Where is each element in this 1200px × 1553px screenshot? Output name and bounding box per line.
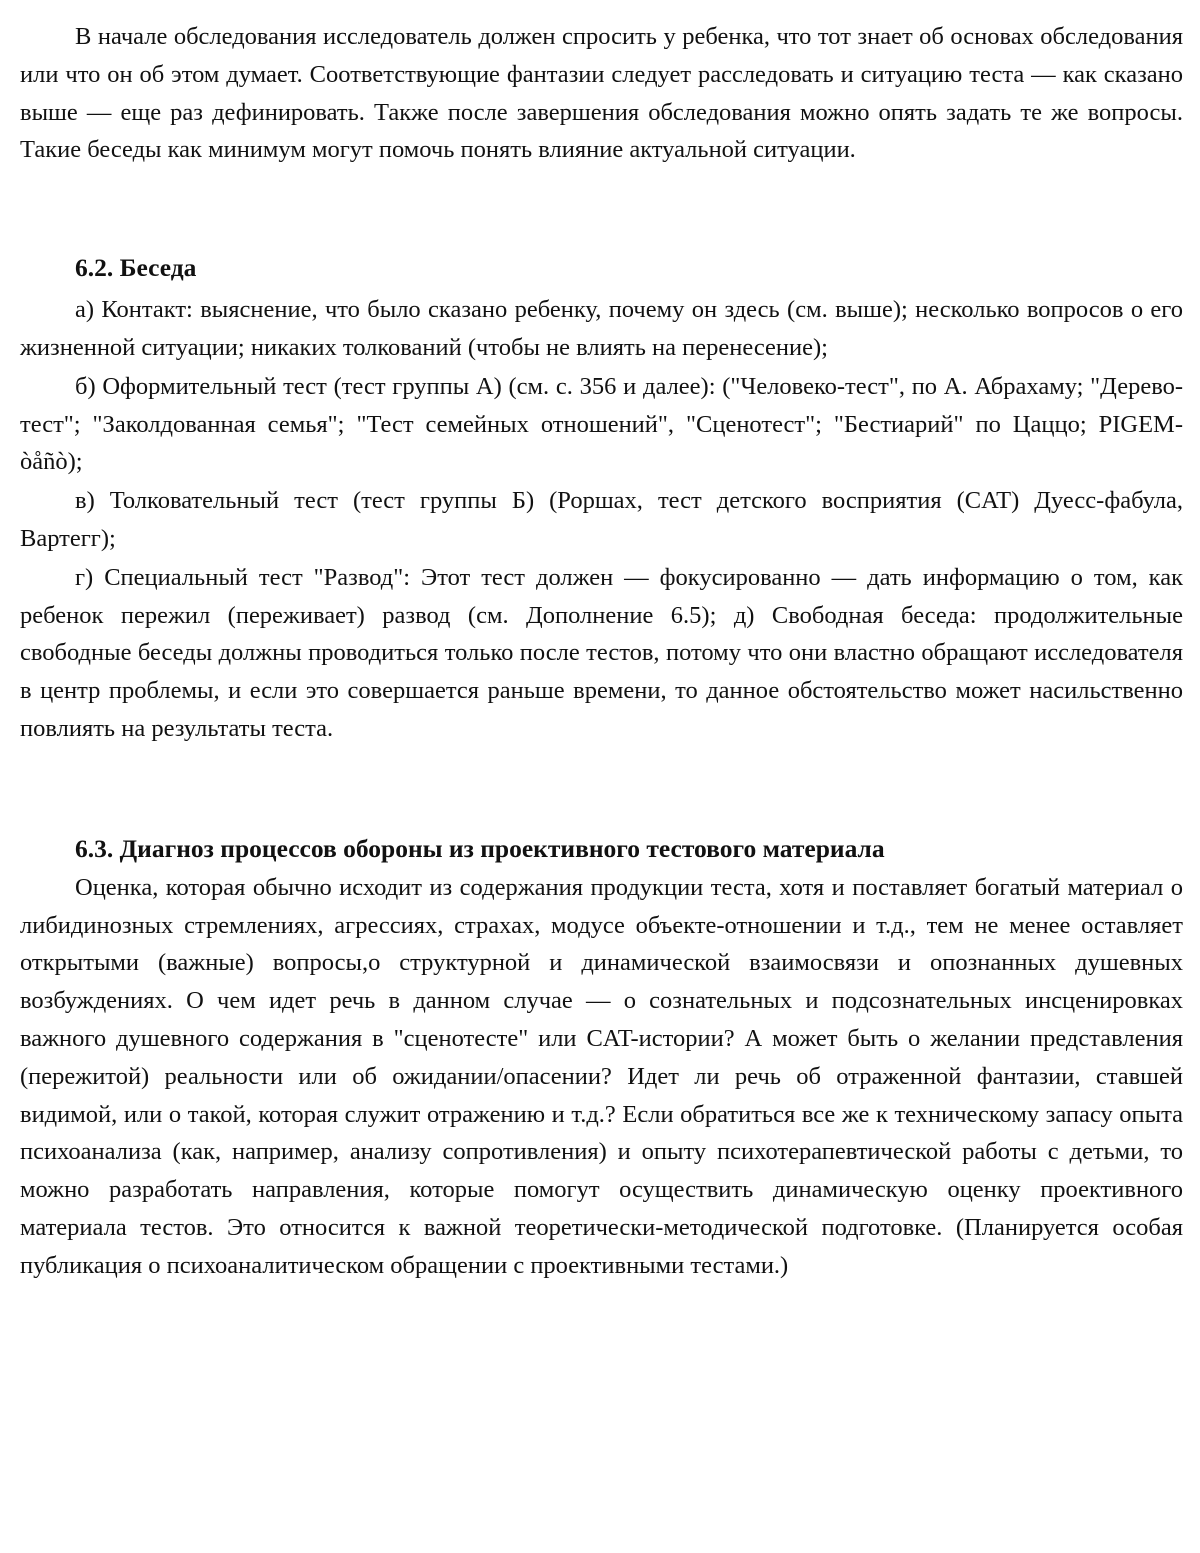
document-page <box>20 18 1183 1285</box>
list-item-interpretive-test: в) Толковательный тест (тест группы Б) (Роршах, тест детского восприятия (CAT) Дуесс-фабула, Вартегг); <box>20 482 1183 558</box>
section-heading-6-2: 6.2. Беседа <box>20 249 1183 287</box>
list-item-contact: а) Контакт: выяснение, что было сказано ребенку, почему он здесь (см. выше); несколько вопросов о его жизненной ситуации; никаких толкований (чтобы не влиять на перенесение); <box>20 291 1183 367</box>
section-6-3-paragraph: Оценка, которая обычно исходит из содержания продукции теста, хотя и поставляет богатый материал о либидинозных стремлениях, агрессиях, страхах, модусе объекте-отношении и т.д., тем не менее оставляет открытыми (важные) вопросы,о структурной и динамической взаимосвязи и опознанных душевных возбуждениях. О чем идет речь в данном случае — о сознательных и подсознательных инсценировках важного душевного содержания в "сценотесте" или CAT-истории? А может быть о желании представления (пережитой) реальности или об ожидании/опасении? Идет ли речь об отраженной фантазии, ставшей видимой, или о такой, которая служит отражению и т.д.? Если обратиться все же к техническому запасу опыта психоанализа (как, например, анализу сопротивления) и опыту психотерапевтической работы с детьми, то можно разработать направления, которые помогут осуществить динамическую оценку проективного материала тестов. Это относится к важной теоретически-методической подготовке. (Планируется особая публикация о психоаналитическом обращении с проективными тестами.) <box>20 869 1183 1285</box>
list-item-design-test: б) Оформительный тест (тест группы А) (см. с. 356 и далее): ("Человеко-тест", по А. Абрахаму; "Дерево-тест"; "Заколдованная семья"; "Тест семейных отношений", "Сценотест"; "Бестиарий" по Цаццо; PIGEM-òåñò); <box>20 368 1183 481</box>
list-item-special-test: г) Специальный тест "Развод": Этот тест должен — фокусированно — дать информацию о том, как ребенок пережил (переживает) развод (см. Дополнение 6.5); д) Свободная беседа: продолжительные свободные беседы должны проводиться только после тестов, потому что они властно обращают исследователя в центр проблемы, и если это совершается раньше времени, то данное обстоятельство может насильственно повлиять на результаты теста. <box>20 559 1183 748</box>
section-heading-6-3: 6.3. Диагноз процессов обороны из проективного тестового материала <box>20 830 1183 868</box>
intro-paragraph: В начале обследования исследователь должен спросить у ребенка, что тот знает об основах обследования или что он об этом думает. Соответствующие фантазии следует расследовать и ситуацию теста — как сказано выше — еще раз дефинировать. Также после завершения обследования можно опять задать те же вопросы. Такие беседы как минимум могут помочь понять влияние актуальной ситуации. <box>20 18 1183 169</box>
